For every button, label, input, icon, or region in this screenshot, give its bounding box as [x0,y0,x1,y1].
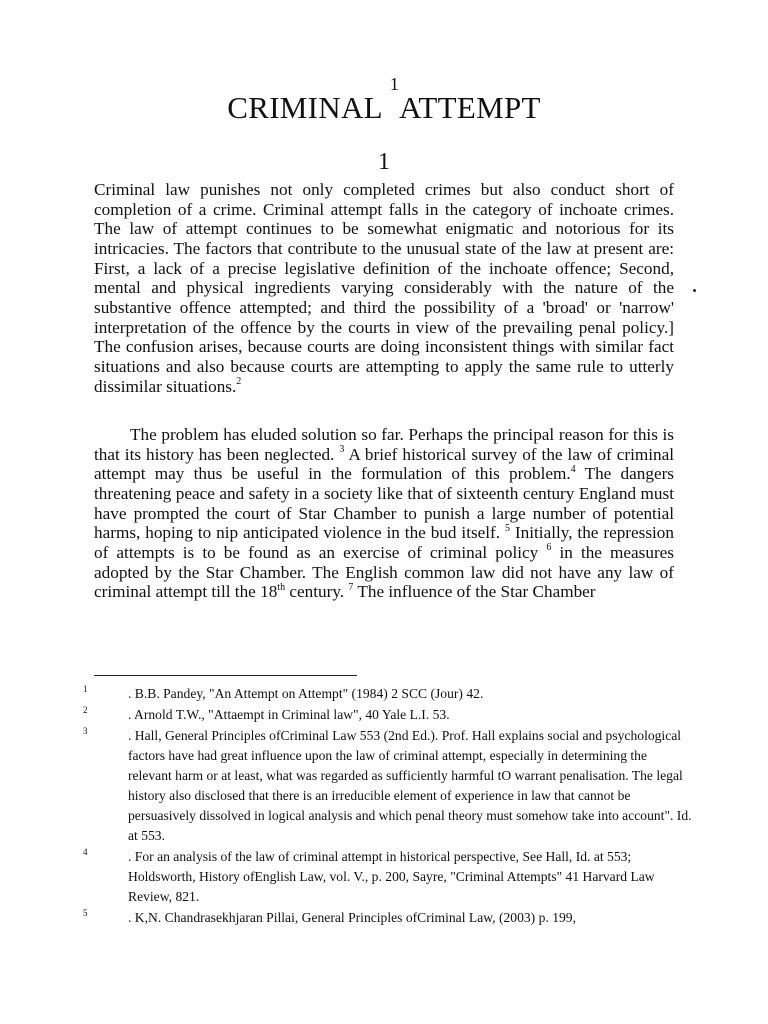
footnote-reference: 7 [348,581,354,593]
footnote-reference: 4 [570,463,576,475]
footnote: 1 . B.B. Pandey, "An Attempt on Attempt" (1984) 2 SCC (Jour) 42. [83,684,484,701]
paragraph-text: A brief historical survey of the law of criminal attempt may thus be useful in the formulation of this problem. [94,444,674,484]
footnote-text: . Arnold T.W., "Attaempt in Criminal law", 40 Yale L.I. 53. [128,707,450,722]
title-footnote-marker: 1 [389,74,400,94]
footnote-reference: th [277,581,286,593]
footnote-text: . K,N. Chandrasekhjaran Pillai, General Principles ofCriminal Law, (2003) p. 199, [128,910,576,925]
title-rest: ATTEMPT [399,90,541,125]
body-paragraph [94,425,674,602]
page-title [0,74,768,128]
chapter-number: 1 [378,149,390,175]
stray-mark [693,289,696,292]
footnote-separator [94,675,357,676]
title-main: CRIMINAL [227,90,382,125]
body-paragraph [94,180,674,396]
footnote: 2 . Arnold T.W., "Attaempt in Criminal law", 40 Yale L.I. 53. [83,705,450,722]
paragraph-text: Criminal law punishes not only completed crimes but also conduct short of completion of a crime. Criminal attempt falls in the category of inchoate crimes. The law of attempt continues to be somewhat enigmatic and notorious for its intricacies. The factors that contribute to the unusual state of the law at present are: First, a lack of a precise legislative definition of the inchoate offence; Second, mental and physical ingredients varying considerably with the nature of the substantive offence attempted; and third the possibility of a 'broad' or 'narrow' interpretation of the offence by the courts in view of the prevailing penal policy.] The confusion arises, because courts are doing inconsistent things with similar fact situations and also because courts are attempting to apply the same rule to utterly dissimilar situations. [94,180,674,396]
paragraph-text: The problem has eluded solution so far. Perhaps the principal reason for this is that its history has been neglected. [94,425,674,464]
footnote: 5 . K,N. Chandrasekhjaran Pillai, General Principles ofCriminal Law, (2003) p. 199, [83,908,576,925]
paragraph-text: in the measures adopted by the Star Chamber. The English common law did not have any law of criminal attempt till the 18 [94,542,674,602]
footnote-reference: 2 [236,375,242,387]
footnote-text: . For an analysis of the law of criminal attempt in historical perspective, See Hall, Id. at 553; Holdsworth, History ofEnglish Law, vol. V., p. 200, Sayre, "Criminal Attempts" 41 Harvard Law Review, 821. [128,849,655,904]
footnote: 4 . For an analysis of the law of criminal attempt in historical perspective, See Hall, Id. at 553; Holdsworth, History ofEnglish Law, vol. V., p. 200, Sayre, "Criminal Attempts" 41 Harvard Law Review, 821. [83,847,655,904]
footnotes [83,684,694,929]
footnote-reference: 3 [339,443,345,455]
footnote-reference: 6 [546,542,552,554]
paragraph-text: The dangers threatening peace and safety in a society like that of sixteenth century England must have prompted the court of Star Chamber to punish a large number of potential harms, hoping to nip anticipated violence in the bud itself. [94,464,674,543]
footnote: 3 . Hall, General Principles ofCriminal Law 553 (2nd Ed.). Prof. Hall explains social and psychological factors have had great influence upon the law of criminal attempt, especially in determining the relevant harm or at least, what was regarded as sufficiently harmful tO warrant penalisation. The legal history also disclosed that there is an irreducible element of experience in law that cannot be persuasively dissolved in logical analysis and which penal theory must somehow take into account". Id. at 553. [83,726,692,843]
footnote-reference: 5 [505,522,510,534]
footnote-text: . B.B. Pandey, "An Attempt on Attempt" (1984) 2 SCC (Jour) 42. [128,686,484,701]
footnote-text: . Hall, General Principles ofCriminal Law 553 (2nd Ed.). Prof. Hall explains social and psychological factors have had great influence upon the law of criminal attempt, especially in determining the relevant harm or at least, what was regarded as sufficiently harmful tO warrant penalisation. The legal history also disclosed that there is an irreducible element of experience in law that cannot be persuasively dissolved in logical analysis and which penal theory must somehow take into account". Id. at 553. [128,728,692,843]
paragraph-text: The influence of the Star Chamber [353,582,596,602]
paragraph-text: Initially, the repression of attempts is to be found as an exercise of criminal policy [94,523,674,562]
paragraph-text: century. [285,582,349,602]
